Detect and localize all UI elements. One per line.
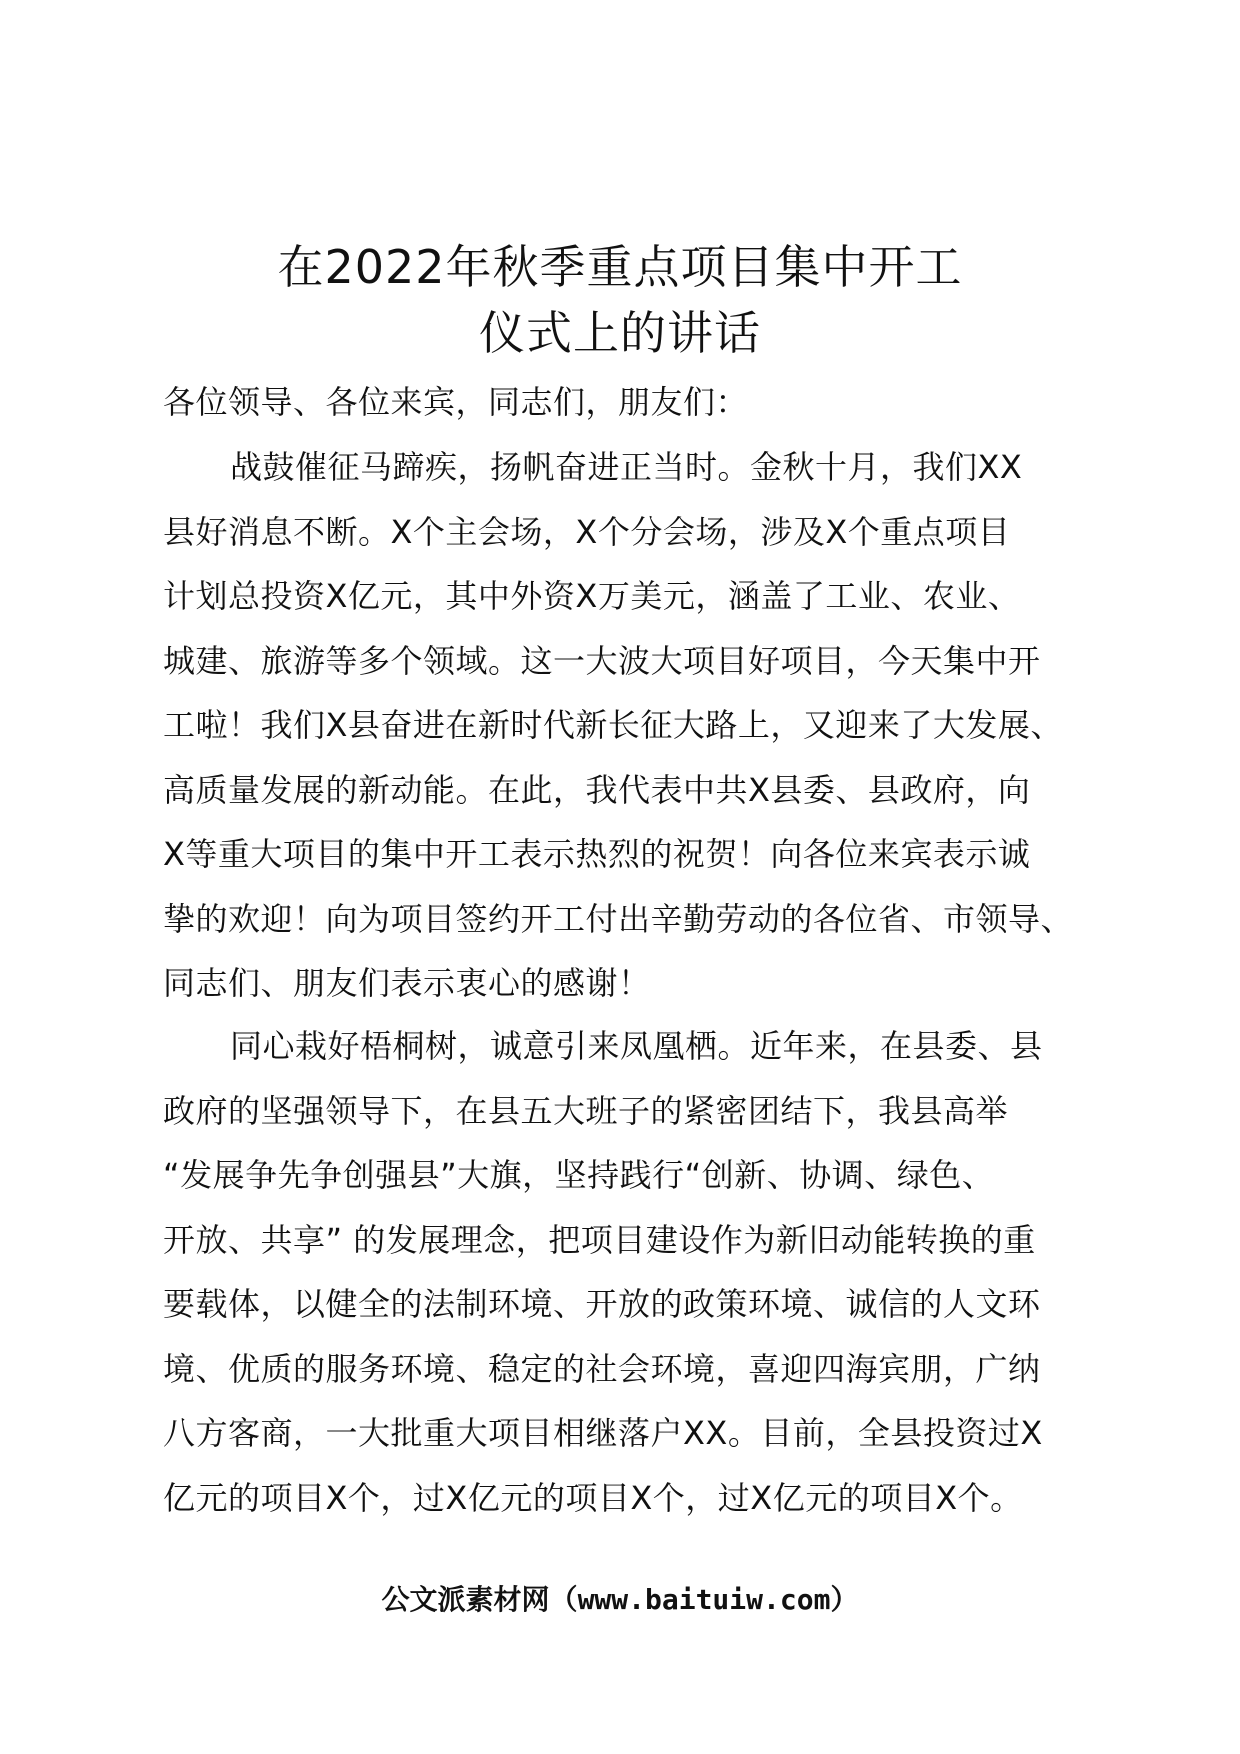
footer-watermark [0, 1583, 1240, 1616]
paragraph-line: 同志们、朋友们表示衷心的感谢！ [163, 964, 651, 1002]
paragraph-line: 计划总投资X亿元，其中外资X万美元，涵盖了工业、农业、 [163, 577, 1021, 615]
paragraph-line: 亿元的项目X个，过X亿元的项目X个，过X亿元的项目X个。 [163, 1478, 1023, 1517]
footer-url[interactable]: www.baituiw.com [577, 1583, 831, 1616]
paragraph-line: “发展争先争创强县”大旗，坚持践行“创新、协调、绿色、 [163, 1156, 995, 1194]
document-title-line-2: 仪式上的讲话 [479, 306, 761, 360]
paragraph-line: 同心栽好梧桐树，诚意引来凤凰栖。近年来，在县委、县 [230, 1027, 1043, 1065]
document-title-line-1: 在2022年秋季重点项目集中开工 [277, 240, 963, 294]
paragraph-line: 要载体，以健全的法制环境、开放的政策环境、诚信的人文环 [163, 1285, 1041, 1323]
paragraph-line: 县好消息不断。X个主会场，X个分会场，涉及X个重点项目 [163, 512, 1011, 551]
paragraph-line: 战鼓催征马蹄疾，扬帆奋进正当时。金秋十月，我们XX [230, 448, 1023, 486]
paragraph-2 [163, 1014, 1103, 1530]
paragraph-line: 境、优质的服务环境、稳定的社会环境，喜迎四海宾朋，广纳 [163, 1349, 1041, 1388]
paragraph-line: X等重大项目的集中开工表示热烈的祝贺！向各位来宾表示诚 [163, 835, 1031, 873]
paragraph-line: 开放、共享” 的发展理念，把项目建设作为新旧动能转换的重 [163, 1220, 1036, 1259]
footer-label: 公文派素材网（ [381, 1583, 578, 1616]
paragraph-line: 城建、旅游等多个领域。这一大波大项目好项目，今天集中开 [163, 641, 1041, 680]
paragraph-line: 政府的坚强领导下，在县五大班子的紧密团结下，我县高举 [163, 1091, 1009, 1130]
paragraph-line: 高质量发展的新动能。在此，我代表中共X县委、县政府，向 [163, 770, 1031, 809]
paragraph-line: 挚的欢迎！向为项目签约开工付出辛勤劳动的各位省、市领导、 [163, 899, 1074, 938]
paragraph-line: 工啦！我们X县奋进在新时代新长征大路上，又迎来了大发展、 [163, 706, 1063, 744]
paragraph-1 [163, 435, 1103, 1016]
paragraph-line: 八方客商，一大批重大项目相继落户XX。目前，全县投资过X [163, 1414, 1043, 1452]
salutation: 各位领导、各位来宾，同志们，朋友们： [163, 383, 749, 421]
footer-close: ） [830, 1583, 859, 1616]
